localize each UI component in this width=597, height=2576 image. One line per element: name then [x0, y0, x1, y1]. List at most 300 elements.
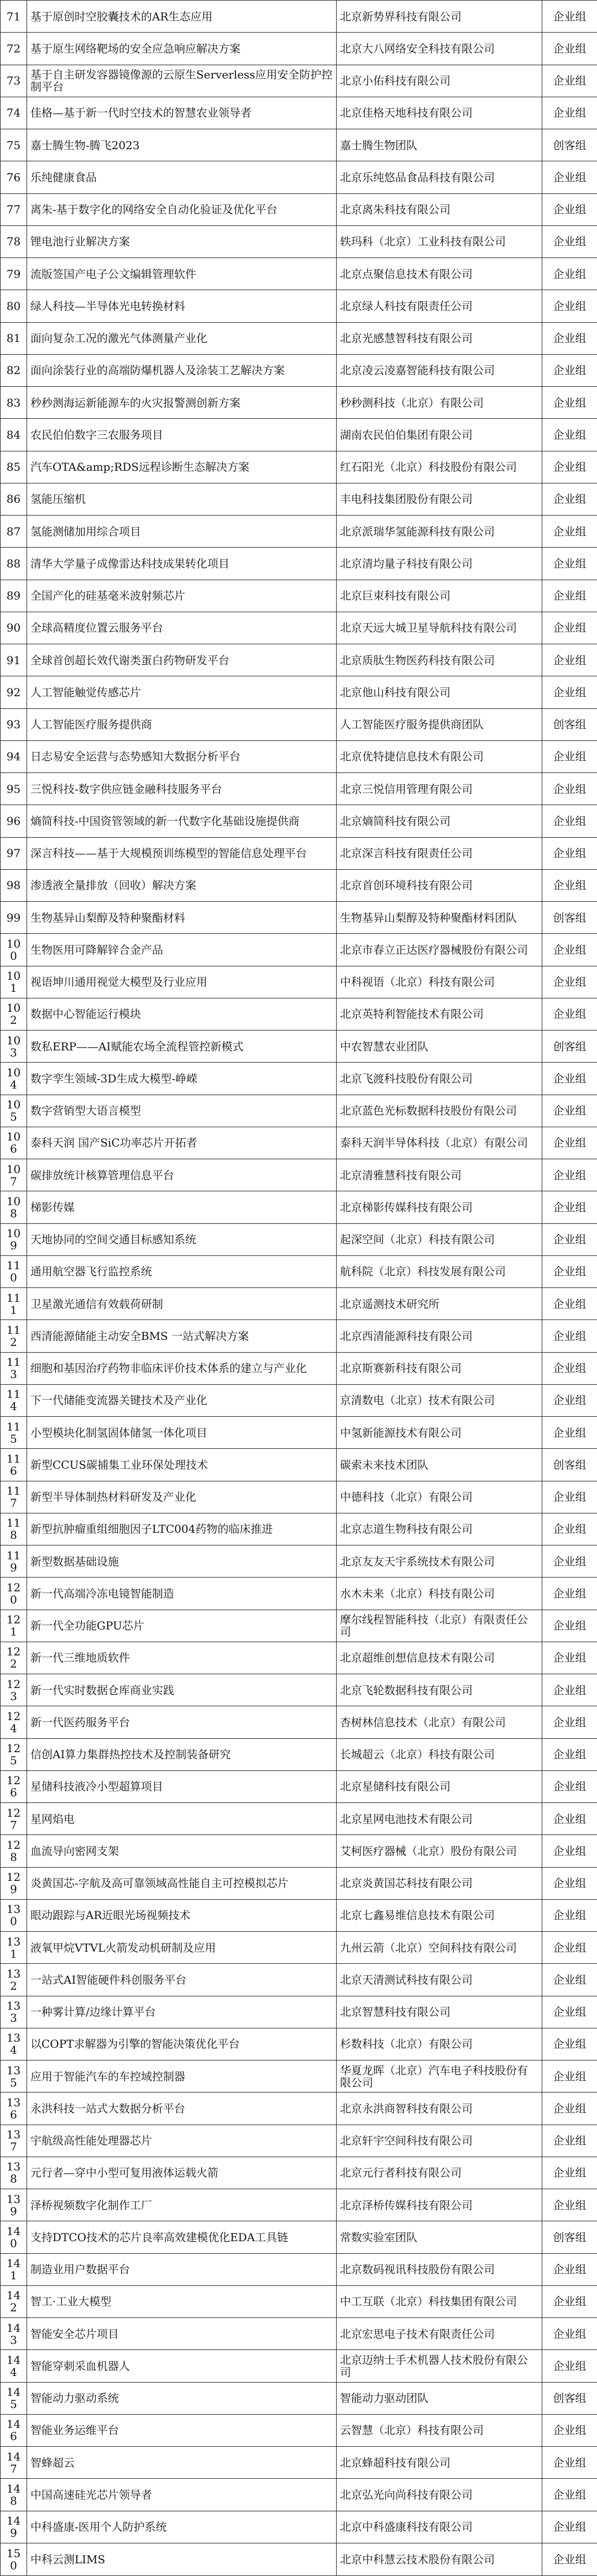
organization-name: 艾柯医疗器械（北京）股份有限公司 — [337, 1835, 542, 1867]
group-label: 企业组 — [542, 419, 597, 451]
group-label: 企业组 — [542, 998, 597, 1030]
group-label: 企业组 — [542, 387, 597, 419]
project-name: 数字孪生领域-3D生成大模型-峥嵘 — [27, 1063, 337, 1095]
organization-name: 北京星储科技有限公司 — [337, 1770, 542, 1802]
project-name: 新型抗肿瘤重组细胞因子LTC004药物的临床推进 — [27, 1513, 337, 1545]
group-label: 企业组 — [542, 2285, 597, 2317]
project-name: 以COPT求解器为引擎的智能决策优化平台 — [27, 2028, 337, 2060]
organization-name: 北京弘光向尚科技有限公司 — [337, 2479, 542, 2511]
group-label: 企业组 — [542, 97, 597, 129]
table-row — [1, 869, 597, 901]
row-number: 90 — [1, 612, 27, 644]
organization-name: 北京飞渡科技股份有限公司 — [337, 1063, 542, 1095]
row-number: 86 — [1, 483, 27, 515]
project-name: 智能动力驱动系统 — [27, 2382, 337, 2414]
organization-name: 北京天远大城卫星导航科技有限公司 — [337, 612, 542, 644]
group-label: 创客组 — [542, 2382, 597, 2414]
table-row — [1, 805, 597, 837]
group-label: 企业组 — [542, 1706, 597, 1738]
organization-name: 中德科技（北京）有限公司 — [337, 1481, 542, 1513]
row-number: 136 — [1, 2093, 27, 2125]
row-number: 100 — [1, 934, 27, 966]
project-name: 面向涂装行业的高端防爆机器人及涂装工艺解决方案 — [27, 354, 337, 386]
organization-name: 人工智能医疗服务提供商团队 — [337, 708, 542, 740]
row-number: 81 — [1, 322, 27, 354]
table-row — [1, 290, 597, 322]
group-label: 企业组 — [542, 2060, 597, 2093]
organization-name: 泰科天润半导体科技（北京）有限公司 — [337, 1127, 542, 1159]
group-label: 企业组 — [542, 837, 597, 869]
row-number: 119 — [1, 1545, 27, 1578]
project-name: 视语坤川通用视觉大模型及行业应用 — [27, 966, 337, 998]
row-number: 117 — [1, 1481, 27, 1513]
project-name: 生物基异山梨醇及特种聚酯材料 — [27, 902, 337, 934]
project-name: 泰科天润 国产SiC功率芯片开拓者 — [27, 1127, 337, 1159]
row-number: 131 — [1, 1932, 27, 1964]
table-row — [1, 65, 597, 97]
table-row — [1, 1095, 597, 1127]
table-row — [1, 2093, 597, 2125]
organization-name: 北京首创环境科技有限公司 — [337, 869, 542, 901]
row-number: 98 — [1, 869, 27, 901]
organization-name: 北京宏思电子技术有限责任公司 — [337, 2318, 542, 2350]
group-label: 企业组 — [542, 516, 597, 548]
table-row — [1, 1063, 597, 1095]
project-name: 制造业用户数据平台 — [27, 2253, 337, 2285]
table-row — [1, 902, 597, 934]
organization-name: 北京西清能源科技有限公司 — [337, 1320, 542, 1352]
organization-name: 杏树林信息技术（北京）有限公司 — [337, 1706, 542, 1738]
row-number: 132 — [1, 1964, 27, 1996]
group-label: 企业组 — [542, 2414, 597, 2446]
row-number: 150 — [1, 2543, 27, 2575]
table-row — [1, 773, 597, 805]
table-row — [1, 2060, 597, 2093]
project-name: 生物医用可降解锌合金产品 — [27, 934, 337, 966]
organization-name: 云智慧（北京）科技有限公司 — [337, 2414, 542, 2446]
organization-name: 北京蜂超科技有限公司 — [337, 2447, 542, 2479]
group-label: 企业组 — [542, 2253, 597, 2285]
group-label: 企业组 — [542, 2350, 597, 2382]
table-row — [1, 2028, 597, 2060]
group-label: 企业组 — [542, 258, 597, 290]
table-row — [1, 1706, 597, 1738]
group-label: 企业组 — [542, 1642, 597, 1674]
project-name: 一种雾计算/边缘计算平台 — [27, 1996, 337, 2028]
table-row — [1, 1610, 597, 1642]
organization-name: 摩尔线程智能科技（北京）有限责任公司 — [337, 1610, 542, 1642]
row-number: 133 — [1, 1996, 27, 2028]
group-label: 企业组 — [542, 1095, 597, 1127]
group-label: 企业组 — [542, 1932, 597, 1964]
project-name: 液氧甲烷VTVL火箭发动机研制及应用 — [27, 1932, 337, 1964]
row-number: 95 — [1, 773, 27, 805]
table-row — [1, 1513, 597, 1545]
group-label: 企业组 — [542, 1996, 597, 2028]
row-number: 116 — [1, 1449, 27, 1481]
project-name: 熵简科技-中国资管领域的新一代数字化基础设施提供商 — [27, 805, 337, 837]
table-row — [1, 1642, 597, 1674]
organization-name: 中工互联（北京）科技集团有限公司 — [337, 2285, 542, 2317]
project-name: 小型模块化制氢固体储氢一体化项目 — [27, 1417, 337, 1449]
table-row — [1, 258, 597, 290]
group-label: 企业组 — [542, 1127, 597, 1159]
project-name: 乐纯健康食品 — [27, 161, 337, 193]
organization-name: 北京飞轮数据科技有限公司 — [337, 1674, 542, 1706]
table-row — [1, 2318, 597, 2350]
row-number: 118 — [1, 1513, 27, 1545]
group-label: 企业组 — [542, 1481, 597, 1513]
row-number: 102 — [1, 998, 27, 1030]
organization-name: 嘉士腾生物团队 — [337, 129, 542, 161]
organization-name: 长城超云（北京）科技有限公司 — [337, 1738, 542, 1770]
row-number: 88 — [1, 548, 27, 580]
table-row — [1, 1996, 597, 2028]
table-row — [1, 1932, 597, 1964]
project-name: 全球高精度位置云服务平台 — [27, 612, 337, 644]
row-number: 135 — [1, 2060, 27, 2093]
organization-name: 北京数码视讯科技股份有限公司 — [337, 2253, 542, 2285]
project-name: 宇航级高性能处理器芯片 — [27, 2125, 337, 2157]
row-number: 92 — [1, 676, 27, 708]
row-number: 110 — [1, 1255, 27, 1287]
group-label: 企业组 — [542, 2125, 597, 2157]
organization-name: 杉数科技（北京）有限公司 — [337, 2028, 542, 2060]
organization-name: 京清数电（北京）技术有限公司 — [337, 1384, 542, 1416]
organization-name: 航科院（北京）科技发展有限公司 — [337, 1255, 542, 1287]
project-name: 炎黄国芯-字航及高可靠领域高性能自主可控模拟芯片 — [27, 1867, 337, 1899]
table-row — [1, 580, 597, 612]
group-label: 企业组 — [542, 1545, 597, 1578]
organization-name: 北京天清测试科技有限公司 — [337, 1964, 542, 1996]
organization-name: 北京蓝色光标数据科技股份有限公司 — [337, 1095, 542, 1127]
table-row — [1, 1159, 597, 1191]
group-label: 企业组 — [542, 1674, 597, 1706]
project-name: 新一代医药服务平台 — [27, 1706, 337, 1738]
project-name: 氢能压缩机 — [27, 483, 337, 515]
row-number: 73 — [1, 65, 27, 97]
project-name: 眼动跟踪与AR近眼光场视频技术 — [27, 1899, 337, 1931]
row-number: 77 — [1, 193, 27, 225]
organization-name: 北京小佑科技有限公司 — [337, 65, 542, 97]
organization-name: 北京质肽生物医药科技有限公司 — [337, 644, 542, 676]
group-label: 企业组 — [542, 773, 597, 805]
group-label: 企业组 — [542, 2511, 597, 2543]
organization-name: 北京星网电池技术有限公司 — [337, 1803, 542, 1835]
group-label: 企业组 — [542, 1063, 597, 1095]
project-name: 离朱-基于数字化的网络安全自动化验证及优化平台 — [27, 193, 337, 225]
table-row — [1, 2414, 597, 2446]
project-name: 基于原创时空胶囊技术的AR生态应用 — [27, 1, 337, 33]
table-row — [1, 1127, 597, 1159]
project-name: 永洪科技一站式大数据分析平台 — [27, 2093, 337, 2125]
table-row — [1, 2479, 597, 2511]
row-number: 124 — [1, 1706, 27, 1738]
project-name: 人工智能医疗服务提供商 — [27, 708, 337, 740]
group-label: 企业组 — [542, 225, 597, 257]
project-name: 人工智能触觉传感芯片 — [27, 676, 337, 708]
table-row — [1, 966, 597, 998]
table-row — [1, 1191, 597, 1223]
project-name: 中科盛康-医用个人防护系统 — [27, 2511, 337, 2543]
row-number: 122 — [1, 1642, 27, 1674]
row-number: 142 — [1, 2285, 27, 2317]
row-number: 96 — [1, 805, 27, 837]
organization-name: 北京七鑫易维信息技术有限公司 — [337, 1899, 542, 1931]
project-name: 智能业务运维平台 — [27, 2414, 337, 2446]
group-label: 企业组 — [542, 1578, 597, 1610]
row-number: 139 — [1, 2189, 27, 2221]
row-number: 74 — [1, 97, 27, 129]
organization-name: 北京绿人科技有限责任公司 — [337, 290, 542, 322]
row-number: 128 — [1, 1835, 27, 1867]
group-label: 企业组 — [542, 1964, 597, 1996]
table-row — [1, 1674, 597, 1706]
row-number: 140 — [1, 2221, 27, 2253]
row-number: 120 — [1, 1578, 27, 1610]
project-name: 智蜂超云 — [27, 2447, 337, 2479]
group-label: 企业组 — [542, 483, 597, 515]
table-row — [1, 644, 597, 676]
project-name: 泽桥视频数字化制作工厂 — [27, 2189, 337, 2221]
project-name: 通用航空器飞行监控系统 — [27, 1255, 337, 1287]
project-name: 信创AI算力集群热控技术及控制装备研究 — [27, 1738, 337, 1770]
organization-name: 北京志道生物科技有限公司 — [337, 1513, 542, 1545]
group-label: 企业组 — [542, 612, 597, 644]
group-label: 企业组 — [542, 1191, 597, 1223]
table-row — [1, 1352, 597, 1384]
table-row — [1, 2221, 597, 2253]
organization-name: 华夏龙晖（北京）汽车电子科技股份有限公司 — [337, 2060, 542, 2093]
organization-name: 生物基异山梨醇及特种聚酯材料团队 — [337, 902, 542, 934]
group-label: 企业组 — [542, 1770, 597, 1802]
table-row — [1, 934, 597, 966]
table-row — [1, 129, 597, 161]
project-name: 智能穿刺采血机器人 — [27, 2350, 337, 2382]
project-name: 新型半导体制热材料研发及产业化 — [27, 1481, 337, 1513]
group-label: 企业组 — [542, 1159, 597, 1191]
row-number: 125 — [1, 1738, 27, 1770]
table-row — [1, 193, 597, 225]
table-row — [1, 837, 597, 869]
group-label: 企业组 — [542, 1288, 597, 1320]
group-label: 企业组 — [542, 1899, 597, 1931]
table-row — [1, 2382, 597, 2414]
group-label: 企业组 — [542, 676, 597, 708]
table-row — [1, 1964, 597, 1996]
group-label: 企业组 — [542, 2157, 597, 2189]
organization-name: 秒秒测科技（北京）有限公司 — [337, 387, 542, 419]
group-label: 企业组 — [542, 805, 597, 837]
row-number: 146 — [1, 2414, 27, 2446]
table-row — [1, 740, 597, 772]
table-body — [1, 1, 597, 2576]
project-name: 数字营销型大语言模型 — [27, 1095, 337, 1127]
row-number: 143 — [1, 2318, 27, 2350]
project-name: 佳格—基于新一代时空技术的智慧农业领导者 — [27, 97, 337, 129]
project-name: 数私ERP——AI赋能农场全流程管控新模式 — [27, 1031, 337, 1063]
group-label: 企业组 — [542, 580, 597, 612]
project-name: 绿人科技—半导体光电转换材料 — [27, 290, 337, 322]
group-label: 企业组 — [542, 1417, 597, 1449]
group-label: 企业组 — [542, 548, 597, 580]
group-label: 企业组 — [542, 1, 597, 33]
row-number: 112 — [1, 1320, 27, 1352]
table-row — [1, 548, 597, 580]
project-name: 农民伯伯数字三农服务项目 — [27, 419, 337, 451]
project-name: 细胞和基因治疗药物非临床评价技术体系的建立与产业化 — [27, 1352, 337, 1384]
table-row — [1, 1835, 597, 1867]
organization-name: 北京轩宇空间科技有限公司 — [337, 2125, 542, 2157]
project-name: 流版签国产电子公文编辑管理软件 — [27, 258, 337, 290]
group-label: 创客组 — [542, 708, 597, 740]
group-label: 企业组 — [542, 354, 597, 386]
row-number: 115 — [1, 1417, 27, 1449]
table-row — [1, 1417, 597, 1449]
organization-name: 北京迈纳士手术机器人技术股份有限公司 — [337, 2350, 542, 2382]
organization-name: 北京离朱科技有限公司 — [337, 193, 542, 225]
row-number: 134 — [1, 2028, 27, 2060]
table-row — [1, 33, 597, 65]
row-number: 83 — [1, 387, 27, 419]
project-name: 锂电池行业解决方案 — [27, 225, 337, 257]
row-number: 126 — [1, 1770, 27, 1802]
project-name: 氢能测储加用综合项目 — [27, 516, 337, 548]
row-number: 113 — [1, 1352, 27, 1384]
table-row — [1, 225, 597, 257]
organization-name: 北京超维创想信息技术有限公司 — [337, 1642, 542, 1674]
row-number: 75 — [1, 129, 27, 161]
table-row — [1, 97, 597, 129]
row-number: 147 — [1, 2447, 27, 2479]
row-number: 80 — [1, 290, 27, 322]
organization-name: 湖南农民伯伯集团有限公司 — [337, 419, 542, 451]
row-number: 108 — [1, 1191, 27, 1223]
table-row — [1, 2350, 597, 2382]
project-name: 新型CCUS碳捕集工业环保处理技术 — [27, 1449, 337, 1481]
group-label: 企业组 — [542, 1352, 597, 1384]
table-row — [1, 1899, 597, 1931]
group-label: 企业组 — [542, 644, 597, 676]
group-label: 企业组 — [542, 65, 597, 97]
project-name: 中科云测LIMS — [27, 2543, 337, 2575]
row-number: 85 — [1, 451, 27, 483]
project-name: 智能安全芯片项目 — [27, 2318, 337, 2350]
table-row — [1, 2543, 597, 2575]
organization-name: 北京熵简科技有限公司 — [337, 805, 542, 837]
group-label: 创客组 — [542, 1449, 597, 1481]
project-name: 碳排放统计核算管理信息平台 — [27, 1159, 337, 1191]
row-number: 101 — [1, 966, 27, 998]
row-number: 148 — [1, 2479, 27, 2511]
organization-name: 中氢新能源技术有限公司 — [337, 1417, 542, 1449]
row-number: 111 — [1, 1288, 27, 1320]
project-name: 全国产化的硅基毫米波射频芯片 — [27, 580, 337, 612]
organization-name: 北京派瑞华氢能源科技有限公司 — [337, 516, 542, 548]
table-row — [1, 2285, 597, 2317]
project-name: 血流导向密网支架 — [27, 1835, 337, 1867]
group-label: 企业组 — [542, 2189, 597, 2221]
organization-name: 北京中科慧云技术股份有限公司 — [337, 2543, 542, 2575]
row-number: 104 — [1, 1063, 27, 1095]
group-label: 企业组 — [542, 322, 597, 354]
project-name: 基于自主研发容器镜像源的云原生Serverless应用安全防护控制平台 — [27, 65, 337, 97]
table-row — [1, 1384, 597, 1416]
table-row — [1, 1255, 597, 1287]
organization-name: 北京斯赛新科技有限公司 — [337, 1352, 542, 1384]
organization-name: 北京大八网络安全科技有限公司 — [337, 33, 542, 65]
row-number: 78 — [1, 225, 27, 257]
organization-name: 北京遥测技术研究所 — [337, 1288, 542, 1320]
project-name: 面向复杂工况的激光气体测量产业化 — [27, 322, 337, 354]
organization-name: 北京三悦信用管理有限公司 — [337, 773, 542, 805]
group-label: 企业组 — [542, 290, 597, 322]
table-row — [1, 1031, 597, 1063]
project-name: 西清能源储能主动安全BMS 一站式解决方案 — [27, 1320, 337, 1352]
project-name: 日志易安全运营与态势感知大数据分析平台 — [27, 740, 337, 772]
row-number: 144 — [1, 2350, 27, 2382]
group-label: 创客组 — [542, 1031, 597, 1063]
table-row — [1, 354, 597, 386]
group-label: 企业组 — [542, 1255, 597, 1287]
project-name: 清华大学量子成像雷达科技成果转化项目 — [27, 548, 337, 580]
group-label: 企业组 — [542, 1223, 597, 1255]
project-name: 三悦科技-数字供应链金融科技服务平台 — [27, 773, 337, 805]
table-row — [1, 708, 597, 740]
row-number: 97 — [1, 837, 27, 869]
organization-name: 红石阳光（北京）科技股份有限公司 — [337, 451, 542, 483]
row-number: 141 — [1, 2253, 27, 2285]
organization-name: 北京佳格天地科技有限公司 — [337, 97, 542, 129]
row-number: 82 — [1, 354, 27, 386]
organization-name: 北京凌云凌嘉智能科技有限公司 — [337, 354, 542, 386]
row-number: 107 — [1, 1159, 27, 1191]
group-label: 企业组 — [542, 451, 597, 483]
organization-name: 常数实验室团队 — [337, 2221, 542, 2253]
organization-name: 北京优特捷信息技术有限公司 — [337, 740, 542, 772]
row-number: 145 — [1, 2382, 27, 2414]
row-number: 89 — [1, 580, 27, 612]
row-number: 93 — [1, 708, 27, 740]
organization-name: 中农智慧农业团队 — [337, 1031, 542, 1063]
table-row — [1, 2253, 597, 2285]
table-row — [1, 419, 597, 451]
organization-name: 北京新势界科技有限公司 — [337, 1, 542, 33]
group-label: 企业组 — [542, 161, 597, 193]
organization-name: 北京深言科技有限责任公司 — [337, 837, 542, 869]
table-row — [1, 2447, 597, 2479]
organization-name: 北京光感慧智科技有限公司 — [337, 322, 542, 354]
table-row — [1, 1867, 597, 1899]
row-number: 91 — [1, 644, 27, 676]
project-name: 星网焰电 — [27, 1803, 337, 1835]
table-row — [1, 1770, 597, 1802]
row-number: 106 — [1, 1127, 27, 1159]
row-number: 127 — [1, 1803, 27, 1835]
row-number: 138 — [1, 2157, 27, 2189]
organization-name: 北京他山科技有限公司 — [337, 676, 542, 708]
project-name: 汽车OTA&amp;RDS远程诊断生态解决方案 — [27, 451, 337, 483]
group-label: 企业组 — [542, 2318, 597, 2350]
group-label: 企业组 — [542, 966, 597, 998]
project-name: 新一代三维地质软件 — [27, 1642, 337, 1674]
table-row — [1, 1288, 597, 1320]
row-number: 84 — [1, 419, 27, 451]
group-label: 企业组 — [542, 1867, 597, 1899]
project-name: 卫星激光通信有效载荷研制 — [27, 1288, 337, 1320]
table-row — [1, 2125, 597, 2157]
table-row — [1, 2189, 597, 2221]
